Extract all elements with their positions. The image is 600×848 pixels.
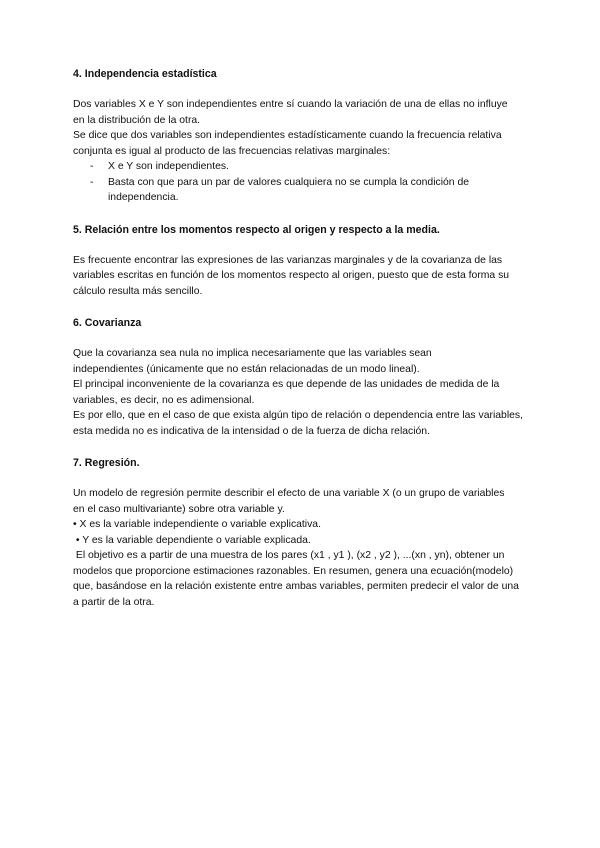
section-momentos: [73, 222, 529, 300]
bullet-line: • Y es la variable dependiente o variable explicada.: [73, 534, 311, 546]
section-heading: 6. Covarianza: [73, 317, 142, 329]
paragraph: Es frecuente encontrar las expresiones de las varianzas marginales y de la covarianza de las variables escritas en función de los momentos respecto al origen, puesto que de esta forma su cálculo resulta más sencillo.: [73, 254, 510, 297]
paragraph: Se dice que dos variables son independientes estadísticamente cuando la frecuencia relativa conjunta es igual al producto de las frecuencias relativas marginales:: [73, 130, 502, 157]
paragraph: Un modelo de regresión permite describir el efecto de una variable X (o un grupo de variables en el caso multivariante) sobre otra variable y.: [73, 488, 505, 515]
list-dash-marker: -: [90, 161, 94, 172]
document-page: [73, 66, 529, 610]
section-heading: 7. Regresión.: [73, 457, 140, 469]
paragraph: El objetivo es a partir de una muestra de los pares (x1 , y1 ), (x2 , y2 ), ...(xn , yn), obtener un modelos que proporcione estimaciones razonables. En resumen, genera una ecuación(modelo) que, basándose en la relación existente entre ambas variables, permiten predecir el valor de una a partir de la otra.: [73, 550, 522, 608]
section-heading: 4. Independencia estadística: [73, 68, 217, 80]
paragraph: Que la covarianza sea nula no implica necesariamente que las variables sean independientes (únicamente que no están relacionadas de un modo lineal).: [73, 348, 432, 375]
list-item: [73, 159, 529, 175]
list-item-text: Basta con que para un par de valores cualquiera no se cumpla la condición de independencia.: [108, 176, 470, 203]
section-regresion: [73, 455, 529, 610]
section-independencia: [73, 66, 529, 206]
section-covarianza: [73, 315, 529, 439]
list-item-text: X e Y son independientes.: [108, 161, 229, 172]
paragraph: Es por ello, que en el caso de que exista algún tipo de relación o dependencia entre las variables, esta medida no es indicativa de la intensidad o de la fuerza de dicha relación.: [73, 410, 523, 437]
paragraph: El principal inconveniente de la covarianza es que depende de las unidades de medida de la variables, es decir, no es adimensional.: [73, 379, 500, 406]
paragraph: Dos variables X e Y son independientes entre sí cuando la variación de una de ellas no influye en la distribución de la otra.: [73, 99, 508, 126]
list-item: [73, 175, 493, 206]
bullet-line: • X es la variable independiente o variable explicativa.: [73, 519, 321, 530]
list-dash-marker: -: [90, 176, 94, 188]
dash-list: [73, 159, 529, 206]
section-heading: 5. Relación entre los momentos respecto al origen y respecto a la media.: [73, 223, 440, 236]
